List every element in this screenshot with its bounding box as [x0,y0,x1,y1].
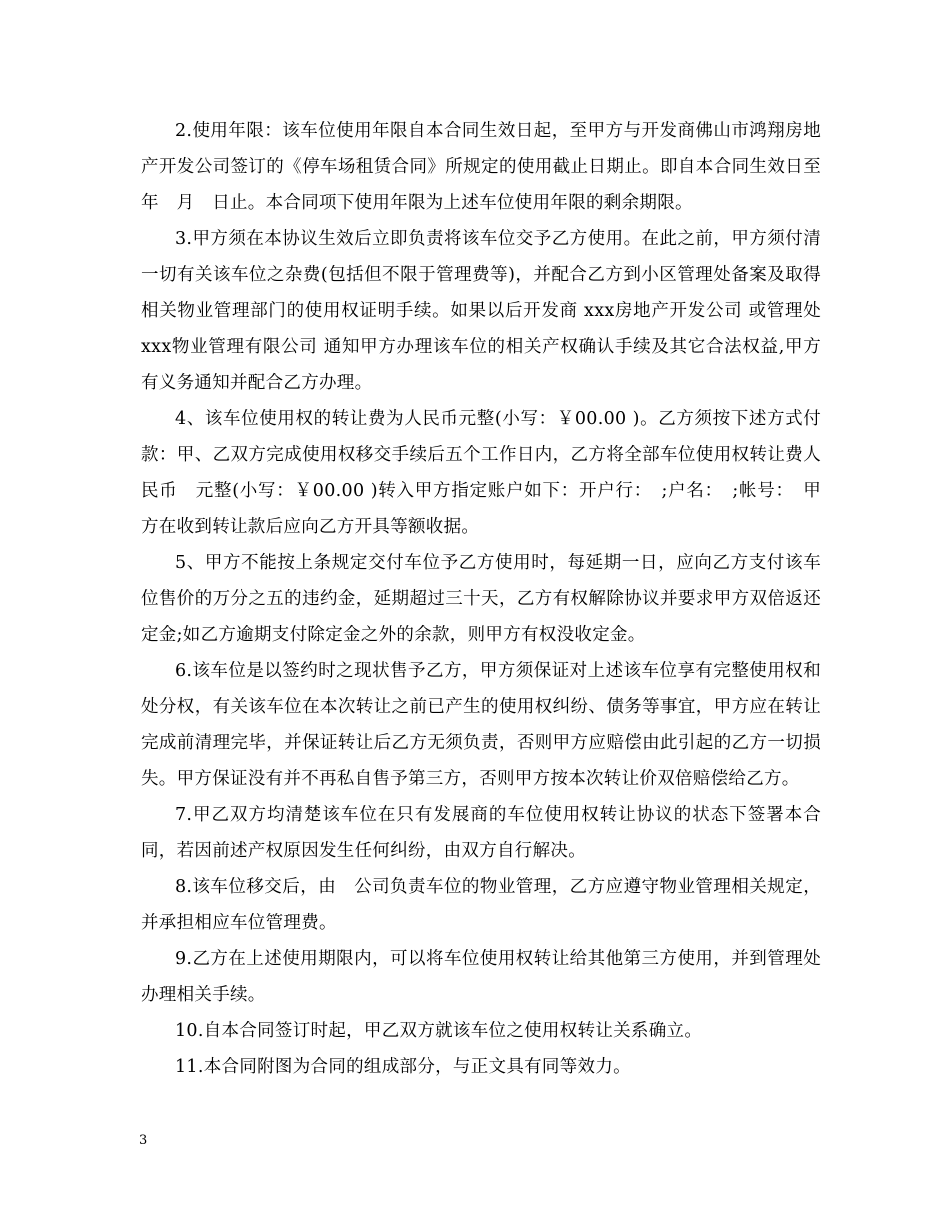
clause-8-property-management: 8.该车位移交后，由 公司负责车位的物业管理，乙方应遵守物业管理相关规定，并承担相应车位管理费。 [141,877,821,933]
clause-11-appendix: 11.本合同附图为合同的组成部分，与正文具有同等效力。 [175,1057,631,1077]
clause-6-guarantee: 6.该车位是以签约时之现状售予乙方，甲方须保证对上述该车位享有完整使用权和处分权，有关该车位在本次转让之前已产生的使用权纠纷、债务等事宜，甲方应在转让完成前清理完毕，并保证转让后乙方无须负责，否则甲方应赔偿由此引起的乙方一切损失。甲方保证没有并不再私自售予第三方，否则甲方按本次转让价双倍赔偿给乙方。 [141,661,821,789]
clause-3-handover: 3.甲方须在本协议生效后立即负责将该车位交予乙方使用。在此之前，甲方须付清一切有关该车位之杂费(包括但不限于管理费等)，并配合乙方到小区管理处备案及取得相关物业管理部门的使用权证明手续。如果以后开发商 xxx房地产开发公司 或管理处 xxx物业管理有限公司 通知甲方办理该车位的相关产权确认手续及其它合法权益,甲方有义务通知并配合乙方办理。 [141,229,821,393]
clause-5-late-delivery: 5、甲方不能按上条规定交付车位予乙方使用时，每延期一日，应向乙方支付该车位售价的万分之五的违约金，延期超过三十天，乙方有权解除协议并要求甲方双倍返还定金;如乙方逾期支付除定金之外的余款，则甲方有权没收定金。 [141,553,821,645]
contract-body [141,113,839,1085]
clause-9-sublicense: 9.乙方在上述使用期限内，可以将车位使用权转让给其他第三方使用，并到管理处办理相关手续。 [141,949,821,1005]
clause-2-term-of-use: 2.使用年限：该车位使用年限自本合同生效日起，至甲方与开发商佛山市鸿翔房地产开发公司签订的《停车场租赁合同》所规定的使用截止日期止。即自本合同生效日至 年 月 日止。本合同项下使用年限为上述车位使用年限的剩余期限。 [141,121,839,213]
clause-7-disputes: 7.甲乙双方均清楚该车位在只有发展商的车位使用权转让协议的状态下签署本合同，若因前述产权原因发生任何纠纷，由双方自行解决。 [141,805,821,861]
page-number: 3 [139,1133,148,1148]
clause-10-effectiveness: 10.自本合同签订时起，甲乙双方就该车位之使用权转让关系确立。 [175,1021,703,1041]
clause-4-transfer-fee: 4、该车位使用权的转让费为人民币元整(小写：￥00.00 )。乙方须按下述方式付款：甲、乙双方完成使用权移交手续后五个工作日内，乙方将全部车位使用权转让费人民币 元整(小写：￥00.00 )转入甲方指定账户如下：开户行： ;户名： ;帐号： 甲方在收到转让款后应向乙方开具等额收据。 [141,409,821,537]
